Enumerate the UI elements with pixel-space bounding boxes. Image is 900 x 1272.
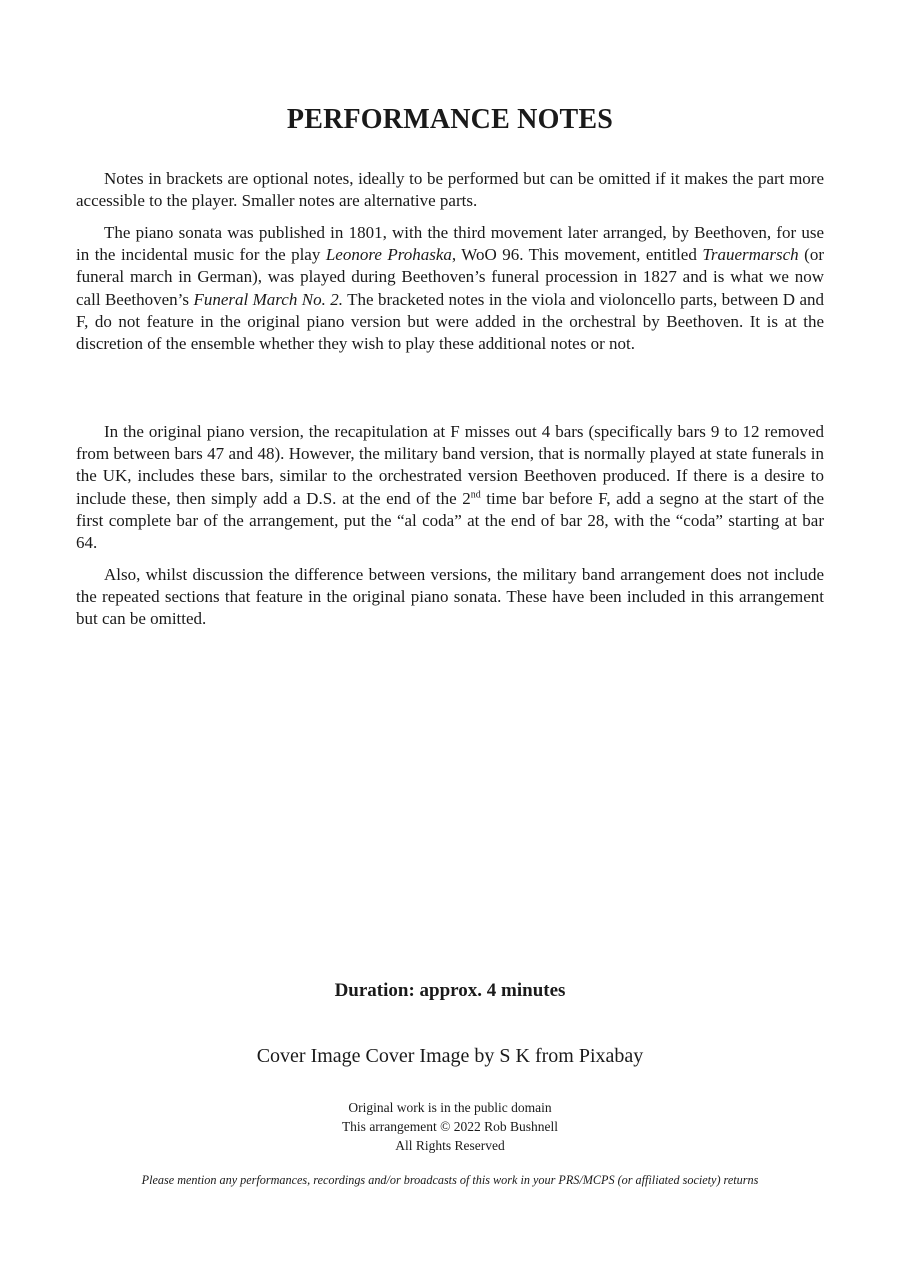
ordinal-suffix: nd [470, 488, 481, 500]
arrangement-copyright-line: This arrangement © 2022 Rob Bushnell [341, 1119, 559, 1134]
text-run: The piano sonata was published in 1801, with the third movement later arranged, by Beethoven, for use in the incidental music for the play [76, 223, 824, 265]
paragraph-text [76, 421, 824, 554]
paragraph-text [76, 222, 824, 355]
play-title: Leonore Prohaska [325, 245, 452, 265]
copyright-block [0, 1098, 900, 1155]
page-title: PERFORMANCE NOTES [286, 104, 614, 135]
movement-title: Trauermarsch [702, 245, 799, 265]
rights-reserved-line: All Rights Reserved [395, 1138, 505, 1153]
notes-paragraph-history [76, 222, 824, 355]
text-run: The bracketed notes in the viola and violoncello parts, between D and F, do not feature in the original piano version but were added in the orchestral by Beethoven. It is at the discretion of the ensemble whether they wish to play these additional notes or not. [76, 289, 824, 354]
text-run: In the original piano version, the recapitulation at F misses out 4 bars (specifically bars 9 to 12 removed from between bars 47 and 48). However, the military band version, that is normally played at state funerals in the UK, includes these bars, similar to the orchestrated version Beethoven produced. If there is a desire to include these, then simply add a D.S. at the end of the 2 [76, 422, 824, 508]
duration-label: Duration: approx. 4 minutes [334, 980, 566, 1001]
performance-reporting-note: Please mention any performances, recordings and/or broadcasts of this work in your PRS/MCPS (or affiliated society) returns [141, 1173, 759, 1187]
notes-paragraph-versions [76, 564, 824, 631]
text-run: , WoO 96. This movement, entitled [451, 245, 703, 265]
public-domain-line: Original work is in the public domain [348, 1100, 552, 1115]
text-run: (or funeral march in German), was played during Beethoven’s funeral procession in 1827 and is what we now call Beethoven’s [76, 245, 824, 309]
notes-paragraph-brackets [76, 168, 824, 212]
paragraph-text: Also, whilst discussion the difference between versions, the military band arrangement does not include the repeated sections that feature in the original piano sonata. These have been included in this arrangement but can be omitted. [76, 565, 824, 629]
paragraph-text: Notes in brackets are optional notes, ideally to be performed but can be omitted if it makes the part more accessible to the player. Smaller notes are alternative parts. [76, 169, 824, 211]
text-run: time bar before F, add a segno at the start of the first complete bar of the arrangement, put the “al coda” at the end of bar 28, with the “coda” starting at bar 64. [76, 488, 824, 553]
work-title: Funeral March No. 2. [193, 289, 344, 309]
cover-image-credit: Cover Image Cover Image by S K from Pixabay [256, 1045, 644, 1067]
notes-paragraph-recapitulation [76, 421, 824, 554]
